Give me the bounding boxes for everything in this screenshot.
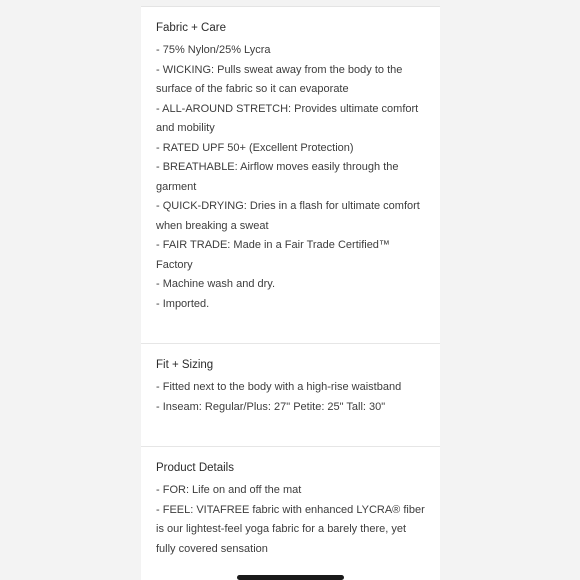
home-indicator[interactable] <box>237 575 344 580</box>
fabric-care-item: - FAIR TRADE: Made in a Fair Trade Certified™ Factory <box>156 239 390 271</box>
fabric-care-item: - Machine wash and dry. <box>156 278 276 290</box>
fabric-care-list <box>156 41 425 314</box>
fit-sizing-item: - Inseam: Regular/Plus: 27" Petite: 25" Tall: 30" <box>156 400 386 413</box>
fabric-care-section <box>141 7 440 343</box>
fabric-care-item: - RATED UPF 50+ (Excellent Protection) <box>156 141 354 154</box>
product-details-title: Product Details <box>156 462 234 474</box>
fabric-care-item: - QUICK-DRYING: Dries in a flash for ultimate comfort when breaking a sweat <box>156 200 420 232</box>
fit-sizing-item: - Fitted next to the body with a high-rise waistband <box>156 381 402 393</box>
fabric-care-item: - Imported. <box>156 297 210 310</box>
fit-sizing-title: Fit + Sizing <box>156 359 214 371</box>
fabric-care-item: - WICKING: Pulls sweat away from the body to the surface of the fabric so it can evaporate <box>156 63 403 95</box>
fabric-care-item: - ALL-AROUND STRETCH: Provides ultimate comfort and mobility <box>156 102 419 134</box>
fit-sizing-section <box>141 343 440 446</box>
fabric-care-item: - BREATHABLE: Airflow moves easily through the garment <box>156 161 399 193</box>
fabric-care-item: - 75% Nylon/25% Lycra <box>156 44 271 56</box>
fabric-care-title: Fabric + Care <box>156 22 226 34</box>
product-details-list <box>156 481 425 559</box>
product-details-item: - FEEL: VITAFREE fabric with enhanced LYCRA® fiber is our lightest-feel yoga fabric for a barely there, yet fully covered sensation <box>156 503 425 555</box>
product-details-item: - FOR: Life on and off the mat <box>156 484 302 496</box>
fit-sizing-list <box>156 378 425 417</box>
product-details-section <box>141 446 440 580</box>
product-info-panel <box>141 6 440 580</box>
